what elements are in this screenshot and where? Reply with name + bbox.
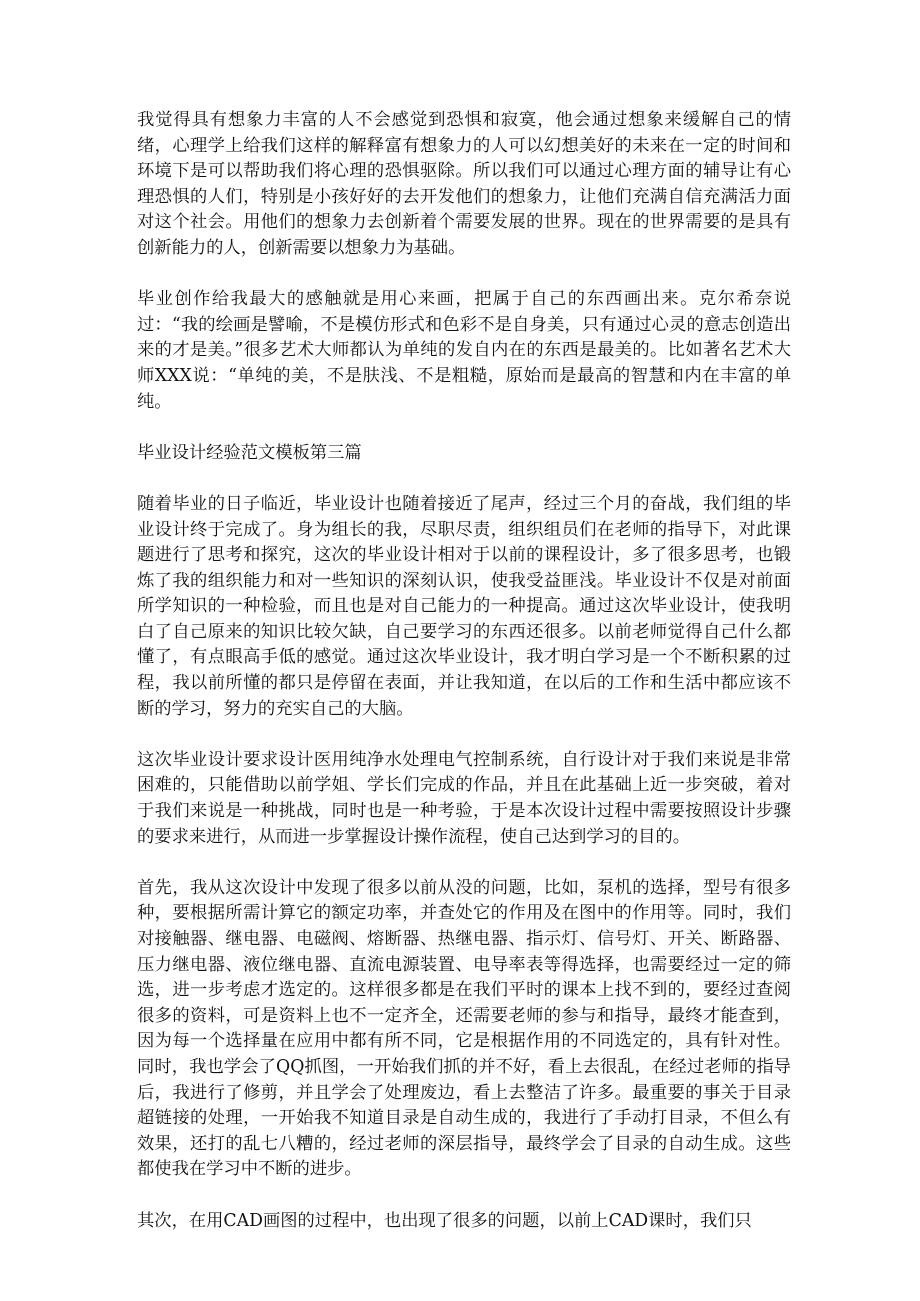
paragraph-graduation-creation: 毕业创作给我最大的感触就是用心来画，把属于自己的东西画出来。克尔希奈说过：“我的绘画是譬喻，不是模仿形式和色彩不是自身美，只有通过心灵的意志创造出来的才是美。”很多艺术大师都认为单纯的发自内在的东西是最美的。比如著名艺术大师XXX说：“单纯的美，不是肤浅、不是粗糙，原始而是最高的智慧和内在丰富的单纯。 [137,289,791,412]
paragraph-first-problems: 首先，我从这次设计中发现了很多以前从没的问题，比如，泵机的选择，型号有很多种，要根据所需计算它的额定功率，并查处它的作用及在图中的作用等。同时，我们对接触器、继电器、电磁阀、熔断器、热继电器、指示灯、信号灯、开关、断路器、压力继电器、液位继电器、直流电源装置、电导率表等得选择，也需要经过一定的筛选，进一步考虑才选定的。这样很多都是在我们平时的课本上找不到的，要经过查阅很多的资料，可是资料上也不一定齐全，还需要老师的参与和指导，最终才能查到，因为每一个选择量在应用中都有所不同，它是根据作用的不同选定的，具有针对性。同时，我也学会了QQ抓图，一开始我们抓的并不好，看上去很乱，在经过老师的指导后，我进行了修剪，并且学会了处理废边，看上去整洁了许多。最重要的事关于目录超链接的处理，一开始我不知道目录是自动生成的，我进行了手动打目录，不但么有效果，还打的乱七八糟的，经过老师的深层指导，最终学会了目录的自动生成。这些都使我在学习中不断的进步。 [137,877,791,1180]
paragraph-second-cad: 其次，在用CAD画图的过程中，也出现了很多的问题，以前上CAD课时，我们只 [137,1210,752,1231]
document-body [137,108,791,1260]
section-heading: 毕业设计经验范文模板第三篇 [137,442,362,463]
paragraph-design-requirement: 这次毕业设计要求设计医用纯净水处理电气控制系统，自行设计对于我们来说是非常困难的，只能借助以前学姐、学长们完成的作品，并且在此基础上近一步突破，着对于我们来说是一种挑战，同时也是一种考验，于是本次设计过程中需要按照设计步骤的要求来进行，从而进一步掌握设计操作流程，使自己达到学习的目的。 [137,749,791,847]
paragraph-graduation-design: 随着毕业的日子临近，毕业设计也随着接近了尾声，经过三个月的奋战，我们组的毕业设计终于完成了。身为组长的我，尽职尽责，组织组员们在老师的指导下，对此课题进行了思考和探究，这次的毕业设计相对于以前的课程设计，多了很多思考，也锻炼了我的组织能力和对一些知识的深刻认识，使我受益匪浅。毕业设计不仅是对前面所学知识的一种检验，而且也是对自己能力的一种提高。通过这次毕业设计，使我明白了自己原来的知识比较欠缺，自己要学习的东西还很多。以前老师觉得自己什么都懂了，有点眼高手低的感觉。通过这次毕业设计，我才明白学习是一个不断积累的过程，我以前所懂的都只是停留在表面，并让我知道，在以后的工作和生活中都应该不断的学习，努力的充实自己的大脑。 [137,493,791,719]
paragraph-imagination: 我觉得具有想象力丰富的人不会感觉到恐惧和寂寞，他会通过想象来缓解自己的情绪，心理学上给我们这样的解释富有想象力的人可以幻想美好的未来在一定的时间和环境下是可以帮助我们将心理的恐惧驱除。所以我们可以通过心理方面的辅导让有心理恐惧的人们，特别是小孩好好的去开发他们的想象力，让他们充满自信充满活力面对这个社会。用他们的想象力去创新着个需要发展的世界。现在的世界需要的是具有创新能力的人，创新需要以想象力为基础。 [137,110,791,258]
